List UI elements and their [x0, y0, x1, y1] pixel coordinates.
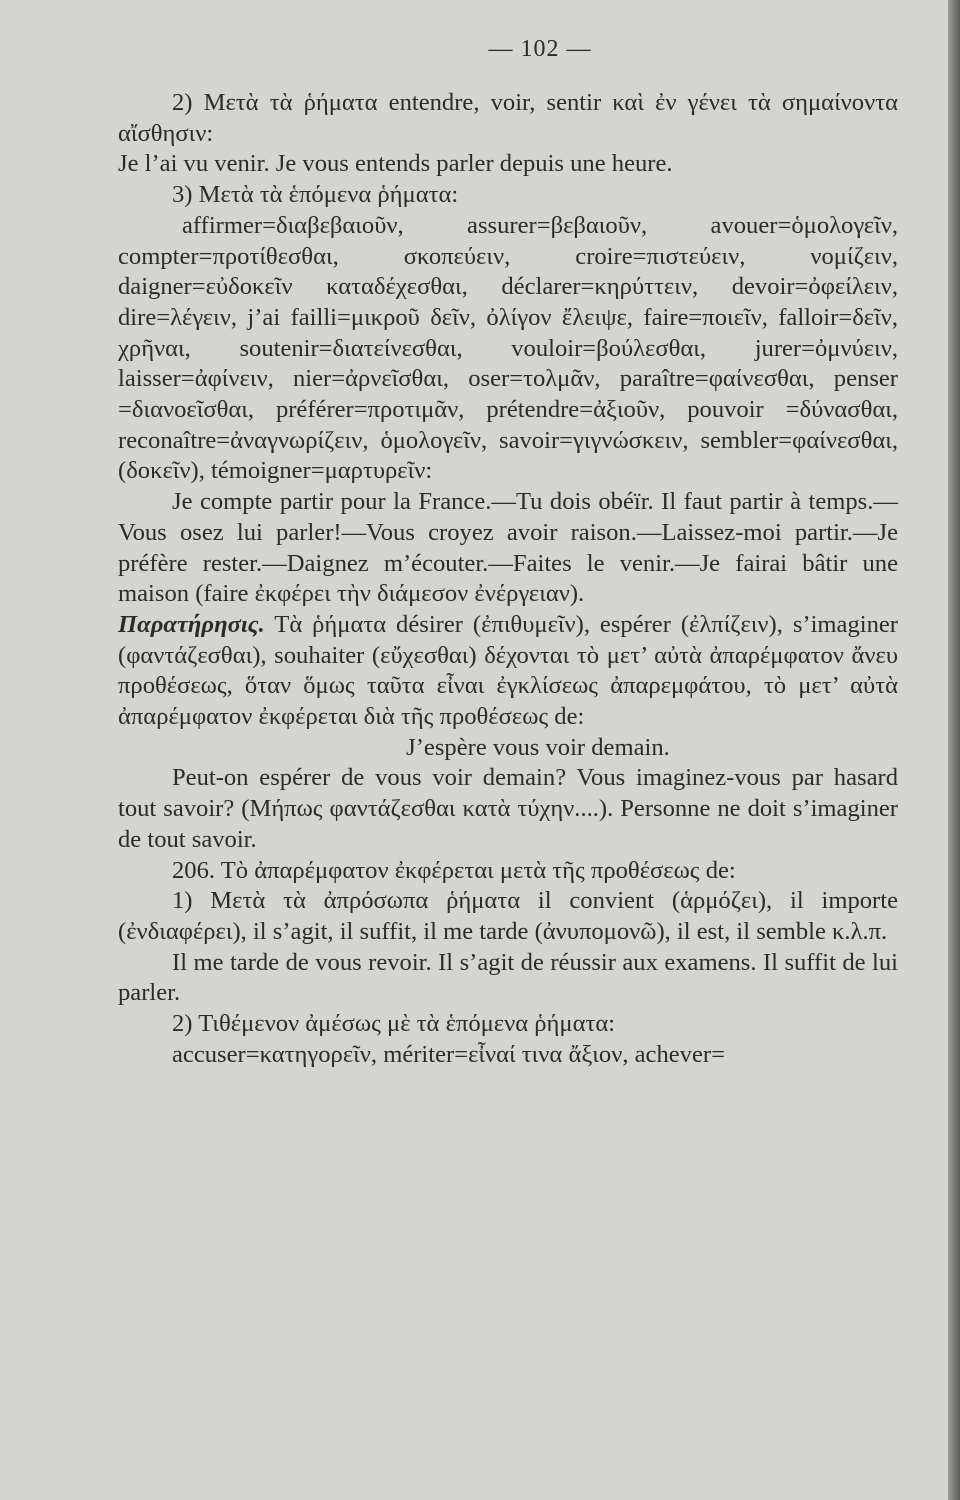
- verb-list-rule-3: affirmer=διαβεβαιοῦν, assurer=βεβαιοῦν, avouer=ὁμολογεῖν, compter=προτίθεσθαι, σκοπεύειν, croire=πιστεύειν, νομίζειν, daigner=εὐδοκεῖν καταδέχεσθαι, déclarer=κηρύττειν, devoir=ὀφείλειν, dire=λέγειν, j’ai failli=μικροῦ δεῖν, ὀλίγον ἔλειψε, faire=ποιεῖν, falloir=δεῖν, χρῆναι, soutenir=διατείνεσθαι, vouloir=βούλεσθαι, jurer=ὀμνύειν, laisser=ἀφίνειν, nier=ἀρνεῖσθαι, oser=τολμᾶν, paraître=φαίνεσθαι, penser =διανοεῖσθαι, préférer=προτιμᾶν, prétendre=ἀξιοῦν, pouvoir =δύνασθαι, reconaître=ἀναγνωρίζειν, ὁμολογεῖν, savoir=γιγνώσκειν, sembler=φαίνεσθαι, (δοκεῖν), témoigner=μαρτυρεῖν:: [118, 211, 898, 485]
- remark-paragraph: [118, 610, 898, 733]
- page-text: [118, 88, 898, 1071]
- remark-label: Παρατήρησις.: [118, 610, 265, 638]
- example-esperer: J’espère vous voir demain.: [406, 733, 670, 761]
- examples-rule-3: Je compte partir pour la France.—Tu dois obéïr. Il faut partir à temps.—Vous osez lui parler!—Vous croyez avoir raison.—Laissez-moi partir.—Je préfère rester.—Daignez m’écouter.—Faites le venir.—Je fairai bâtir une maison (faire ἐκφέρει τὴν διάμεσον ἐνέργειαν).: [118, 488, 898, 608]
- paragraph-rule-2b: 2) Τιθέμενον ἀμέσως μὲ τὰ ἑπόμενα ῥήματα:: [172, 1010, 616, 1038]
- example-rule-2: Je l’ai vu venir. Je vous entends parler depuis une heure.: [118, 150, 673, 178]
- examples-impersonal: Il me tarde de vous revoir. Il s’agit de réussir aux examens. Il suffit de lui parler.: [118, 948, 898, 1007]
- verb-list-rule-2b: accuser=κατηγορεῖν, mériter=εἶναί τινα ἄξιον, achever=: [172, 1040, 725, 1068]
- paragraph-rule-2: 2) Μετὰ τὰ ῥήματα entendre, voir, sentir καὶ ἐν γένει τὰ σημαίνοντα αἴσθησιν:: [118, 89, 898, 147]
- book-spine-shadow: [948, 0, 960, 1500]
- paragraph-rule-3: 3) Μετὰ τὰ ἑπόμενα ῥήματα:: [172, 181, 459, 209]
- page-number: — 102 —: [488, 36, 592, 62]
- examples-remark: Peut-on espérer de vous voir demain? Vous imaginez-vous par hasard tout savoir? (Μήπως φαντάζεσθαι κατὰ τύχην....). Personne ne doit s’imaginer de tout savoir.: [118, 764, 898, 853]
- paragraph-impersonal-verbs: 1) Μετὰ τὰ ἀπρόσωπα ῥήματα il convient (ἁρμόζει), il importe (ἐνδιαφέρει), il s’agit, il suffit, il me tarde (ἀνυπομονῶ), il est, il semble κ.λ.π.: [118, 887, 898, 945]
- section-206-heading: 206. Τὸ ἀπαρέμφατον ἐκφέρεται μετὰ τῆς προθέσεως de:: [172, 856, 736, 884]
- remark-text: Τὰ ῥήματα désirer (ἐπιθυμεῖν), espérer (ἐλπίζειν), s’imaginer (φαντάζεσθαι), souhaiter (εὔχεσθαι) δέχονται τὸ μετ’ αὐτὰ ἀπαρέμφατον ἄνευ προθέσεως, ὅταν ὅμως ταῦτα εἶναι ἐγκλίσεως ἀπαρεμφάτου, τὸ μετ’ αὐτὰ ἀπαρέμφατον ἐκφέρεται διὰ τῆς προθέσεως de:: [118, 610, 898, 731]
